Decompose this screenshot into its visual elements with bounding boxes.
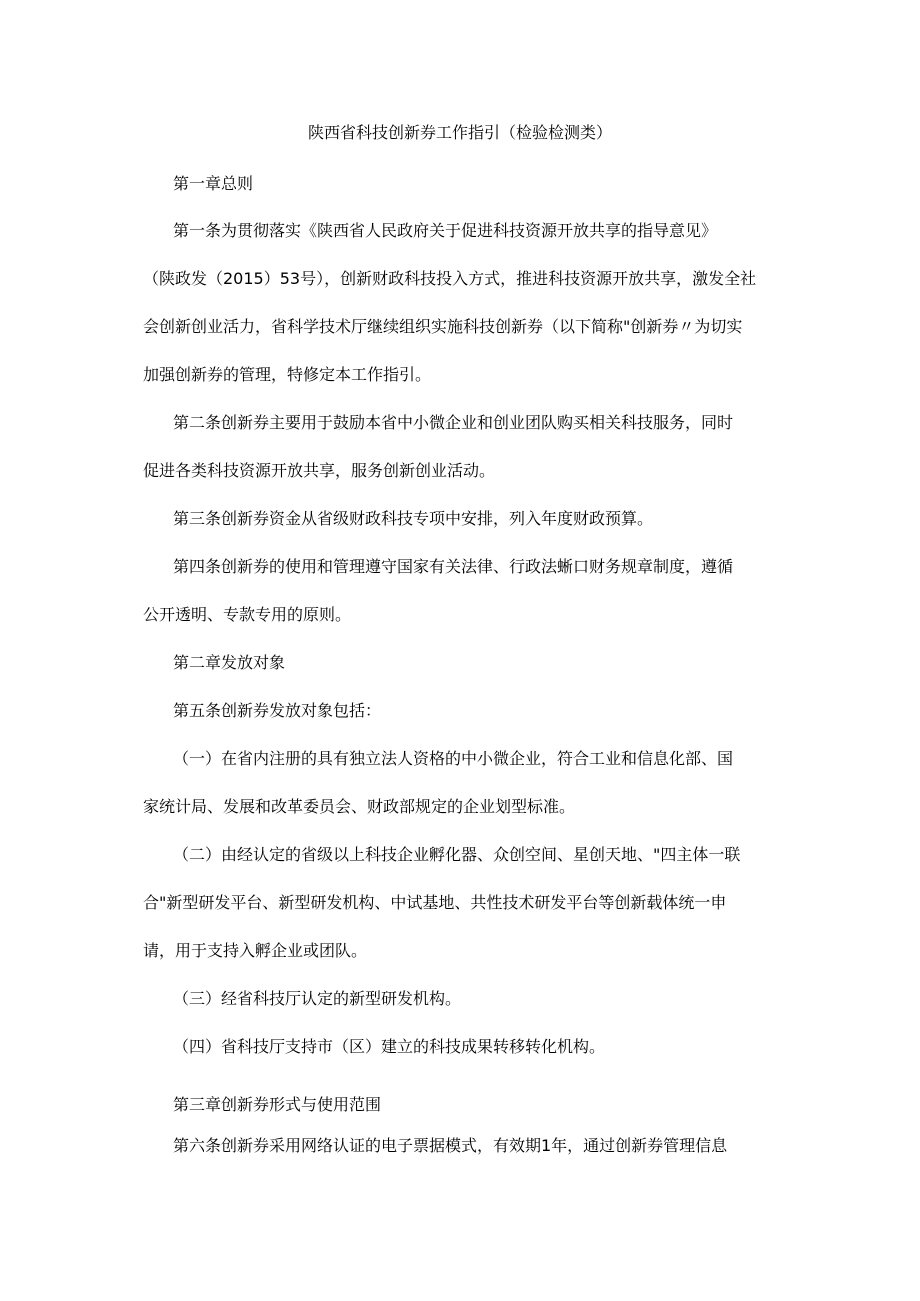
article-2-line-2: 促进各类科技资源开放共享，服务创新创业活动。 <box>143 461 496 480</box>
chapter-1-heading: 第一章总则 <box>173 174 254 193</box>
article-1-line-4: 加强创新券的管理，特修定本工作指引。 <box>143 365 432 384</box>
article-4-line-1: 第四条创新券的使用和管理遵守国家有关法律、行政法蜥口财务规章制度，遵循 <box>173 557 734 576</box>
article-1-line-3: 会创新创业活力，省科学技术厅继续组织实施科技创新券（以下简称"创新券〃为切实 <box>143 317 743 336</box>
item-4-line-1: （四）省科技厅支持市（区）建立的科技成果转移转化机构。 <box>173 1037 606 1056</box>
chapter-3-heading: 第三章创新券形式与使用范围 <box>173 1095 382 1114</box>
item-3-line-1: （三）经省科技厅认定的新型研发机构。 <box>173 989 462 1008</box>
item-1-line-2: 家统计局、发展和改革委员会、财政部规定的企业划型标准。 <box>143 797 576 816</box>
item-2-line-1: （二）由经认定的省级以上科技企业孵化器、众创空间、星创天地、"四主体一联 <box>173 845 741 864</box>
article-6-line-1: 第六条创新券采用网络认证的电子票据模式，有效期1年，通过创新券管理信息 <box>173 1136 728 1155</box>
document-title: 陕西省科技创新券工作指引（检验检测类） <box>307 123 612 142</box>
article-1-line-2: （陕政发（2015）53号），创新财政科技投入方式，推进科技资源开放共享，激发全社 <box>143 269 757 288</box>
article-1-line-1: 第一条为贯彻落实《陕西省人民政府关于促进科技资源开放共享的指导意见》 <box>173 221 718 240</box>
article-2-line-1: 第二条创新券主要用于鼓励本省中小微企业和创业团队购买相关科技服务，同时 <box>173 413 734 432</box>
item-1-line-1: （一）在省内注册的具有独立法人资格的中小微企业，符合工业和信息化部、国 <box>173 749 734 768</box>
article-5-line-1: 第五条创新券发放对象包括： <box>173 701 382 720</box>
item-2-line-3: 请，用于支持入孵企业或团队。 <box>143 941 368 960</box>
article-3-line-1: 第三条创新券资金从省级财政科技专项中安排，列入年度财政预算。 <box>173 509 654 528</box>
item-2-line-2: 合"新型研发平台、新型研发机构、中试基地、共性技术研发平台等创新载体统一申 <box>143 893 727 912</box>
chapter-2-heading: 第二章发放对象 <box>173 653 286 672</box>
article-4-line-2: 公开透明、专款专用的原则。 <box>143 605 352 624</box>
